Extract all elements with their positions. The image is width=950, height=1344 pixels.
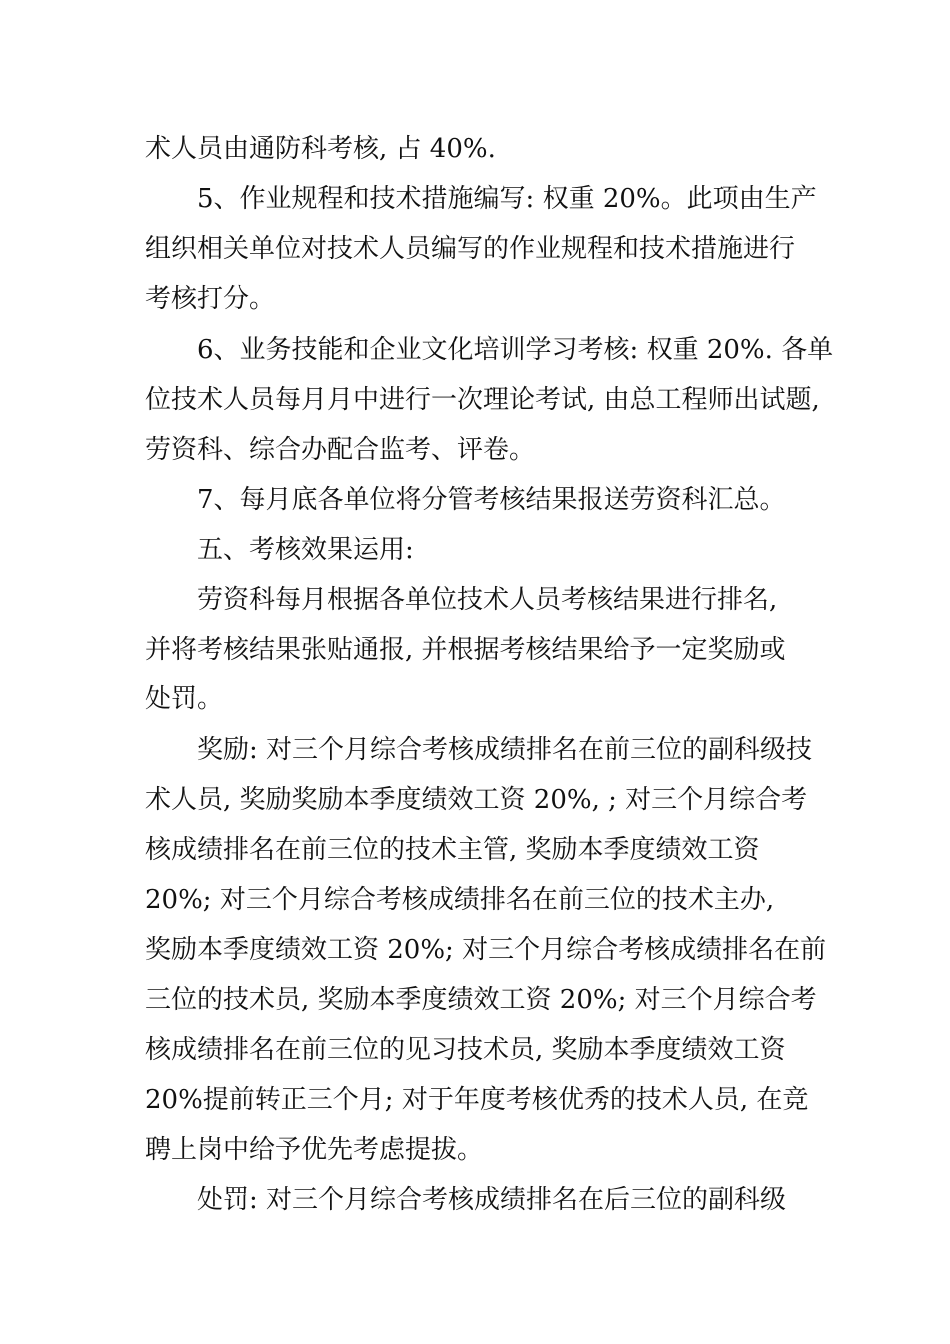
text-line-4: 考核打分。 <box>145 284 276 314</box>
text-line-10: 劳资科每月根据各单位技术人员考核结果进行排名, <box>197 585 778 615</box>
text-line-22: 处罚: 对三个月综合考核成绩排名在后三位的副科级 <box>197 1185 787 1215</box>
text-line-7: 劳资科、综合办配合监考、评卷。 <box>145 435 536 465</box>
text-line-21: 聘上岗中给予优先考虑提拔。 <box>145 1135 484 1165</box>
text-line-8: 7、每月底各单位将分管考核结果报送劳资科汇总。 <box>197 485 786 515</box>
text-line-17: 奖励本季度绩效工资 20%; 对三个月综合考核成绩排名在前 <box>145 935 827 965</box>
text-line-6: 位技术人员每月月中进行一次理论考试, 由总工程师出试题, <box>145 385 820 415</box>
text-line-15: 核成绩排名在前三位的技术主管, 奖励本季度绩效工资 <box>145 835 760 865</box>
text-line-16: 20%; 对三个月综合考核成绩排名在前三位的技术主办, <box>145 885 775 915</box>
text-line-13: 奖励: 对三个月综合考核成绩排名在前三位的副科级技 <box>197 735 813 765</box>
text-line-1: 术人员由通防科考核, 占 40%. <box>145 134 496 164</box>
text-line-12: 处罚。 <box>145 684 224 714</box>
text-line-19: 核成绩排名在前三位的见习技术员, 奖励本季度绩效工资 <box>145 1035 786 1065</box>
text-line-2: 5、作业规程和技术措施编写: 权重 20%。此项由生产 <box>197 184 817 214</box>
text-line-14: 术人员, 奖励奖励本季度绩效工资 20%, ; 对三个月综合考 <box>145 785 808 815</box>
text-line-3: 组织相关单位对技术人员编写的作业规程和技术措施进行 <box>145 234 796 264</box>
text-line-5: 6、业务技能和企业文化培训学习考核: 权重 20%. 各单 <box>197 335 834 365</box>
text-line-18: 三位的技术员, 奖励本季度绩效工资 20%; 对三个月综合考 <box>145 985 817 1015</box>
text-line-11: 并将考核结果张贴通报, 并根据考核结果给予一定奖励或 <box>145 635 786 665</box>
text-line-20: 20%提前转正三个月; 对于年度考核优秀的技术人员, 在竞 <box>145 1085 809 1115</box>
section-heading: 五、考核效果运用: <box>197 535 414 565</box>
